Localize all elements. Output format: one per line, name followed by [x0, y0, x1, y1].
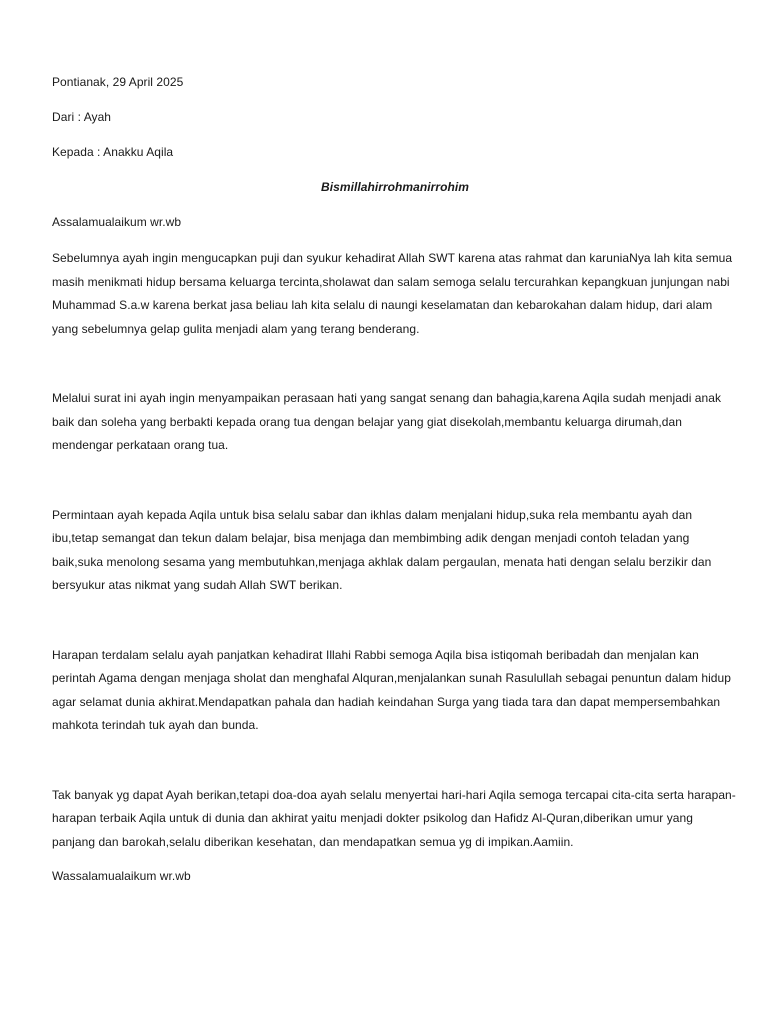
- place-date: Pontianak, 29 April 2025: [52, 75, 184, 89]
- spacer: [52, 458, 738, 504]
- paragraph-1: Sebelumnya ayah ingin mengucapkan puji dan syukur kehadirat Allah SWT karena atas rahmat dan karuniaNya lah kita semua masih menikmati hidup bersama keluarga tercinta,sholawat dan salam semoga selalu tercurahkan kepangkuan junjungan nabi Muhammad S.a.w karena berkat jasa beliau lah kita selalu di naungi keselamatan dan kebarokahan dalam hidup, dari alam yang sebelumnya gelap gulita menjadi alam yang terang benderang.: [52, 251, 733, 336]
- paragraph-5: Tak banyak yg dapat Ayah berikan,tetapi doa-doa ayah selalu menyertai hari-hari Aqila semoga tercapai cita-cita serta harapan-harapan terbaik Aqila untuk di dunia dan akhirat yaitu menjadi dokter psikolog dan Hafidz Al-Quran,diberikan umur yang panjang dan barokah,selalu diberikan kesehatan, dan mendapatkan semua yg di impikan.Aamiin.: [52, 787, 736, 849]
- letter-title: Bismillahirrohmanirrohim: [321, 180, 469, 194]
- greeting: Assalamualaikum wr.wb: [52, 215, 182, 229]
- spacer: [52, 341, 738, 387]
- paragraph-4: Harapan terdalam selalu ayah panjatkan kehadirat Illahi Rabbi semoga Aqila bisa istiqomah beribadah dan menjalan kan perintah Agama dengan menjaga sholat dan menghafal Alquran,menjalankan sunah Rasulullah sebagai penuntun dalam hidup agar selamat dunia akhirat.Mendapatkan pahala dan hadiah keindahan Surga yang tiada tara dan dapat mempersembahkan mahkota terindah tuk ayah dan bunda.: [52, 647, 731, 732]
- spacer: [52, 598, 738, 644]
- paragraph-2: Melalui surat ini ayah ingin menyampaikan perasaan hati yang sangat senang dan bahagia,karena Aqila sudah menjadi anak baik dan soleha yang berbakti kepada orang tua dengan belajar yang giat disekolah,membantu keluarga dirumah,dan mendengar perkataan orang tua.: [52, 391, 722, 452]
- letter-body: [52, 72, 738, 886]
- recipient-line: Kepada : Anakku Aqila: [52, 145, 174, 159]
- spacer: [52, 854, 738, 866]
- paragraph-3: Permintaan ayah kepada Aqila untuk bisa selalu sabar dan ikhlas dalam menjalani hidup,suka rela membantu ayah dan ibu,tetap semangat dan tekun dalam belajar, bisa menjaga dan membimbing adik dengan menjadi contoh teladan yang baik,suka menolong sesama yang membutuhkan,menjaga akhlak dalam pergaulan, menata hati dengan selalu berzikir dan bersyukur atas nikmat yang sudah Allah SWT berikan.: [52, 507, 712, 592]
- closing: Wassalamualaikum wr.wb: [52, 869, 191, 883]
- sender-line: Dari : Ayah: [52, 110, 112, 124]
- spacer: [52, 738, 738, 784]
